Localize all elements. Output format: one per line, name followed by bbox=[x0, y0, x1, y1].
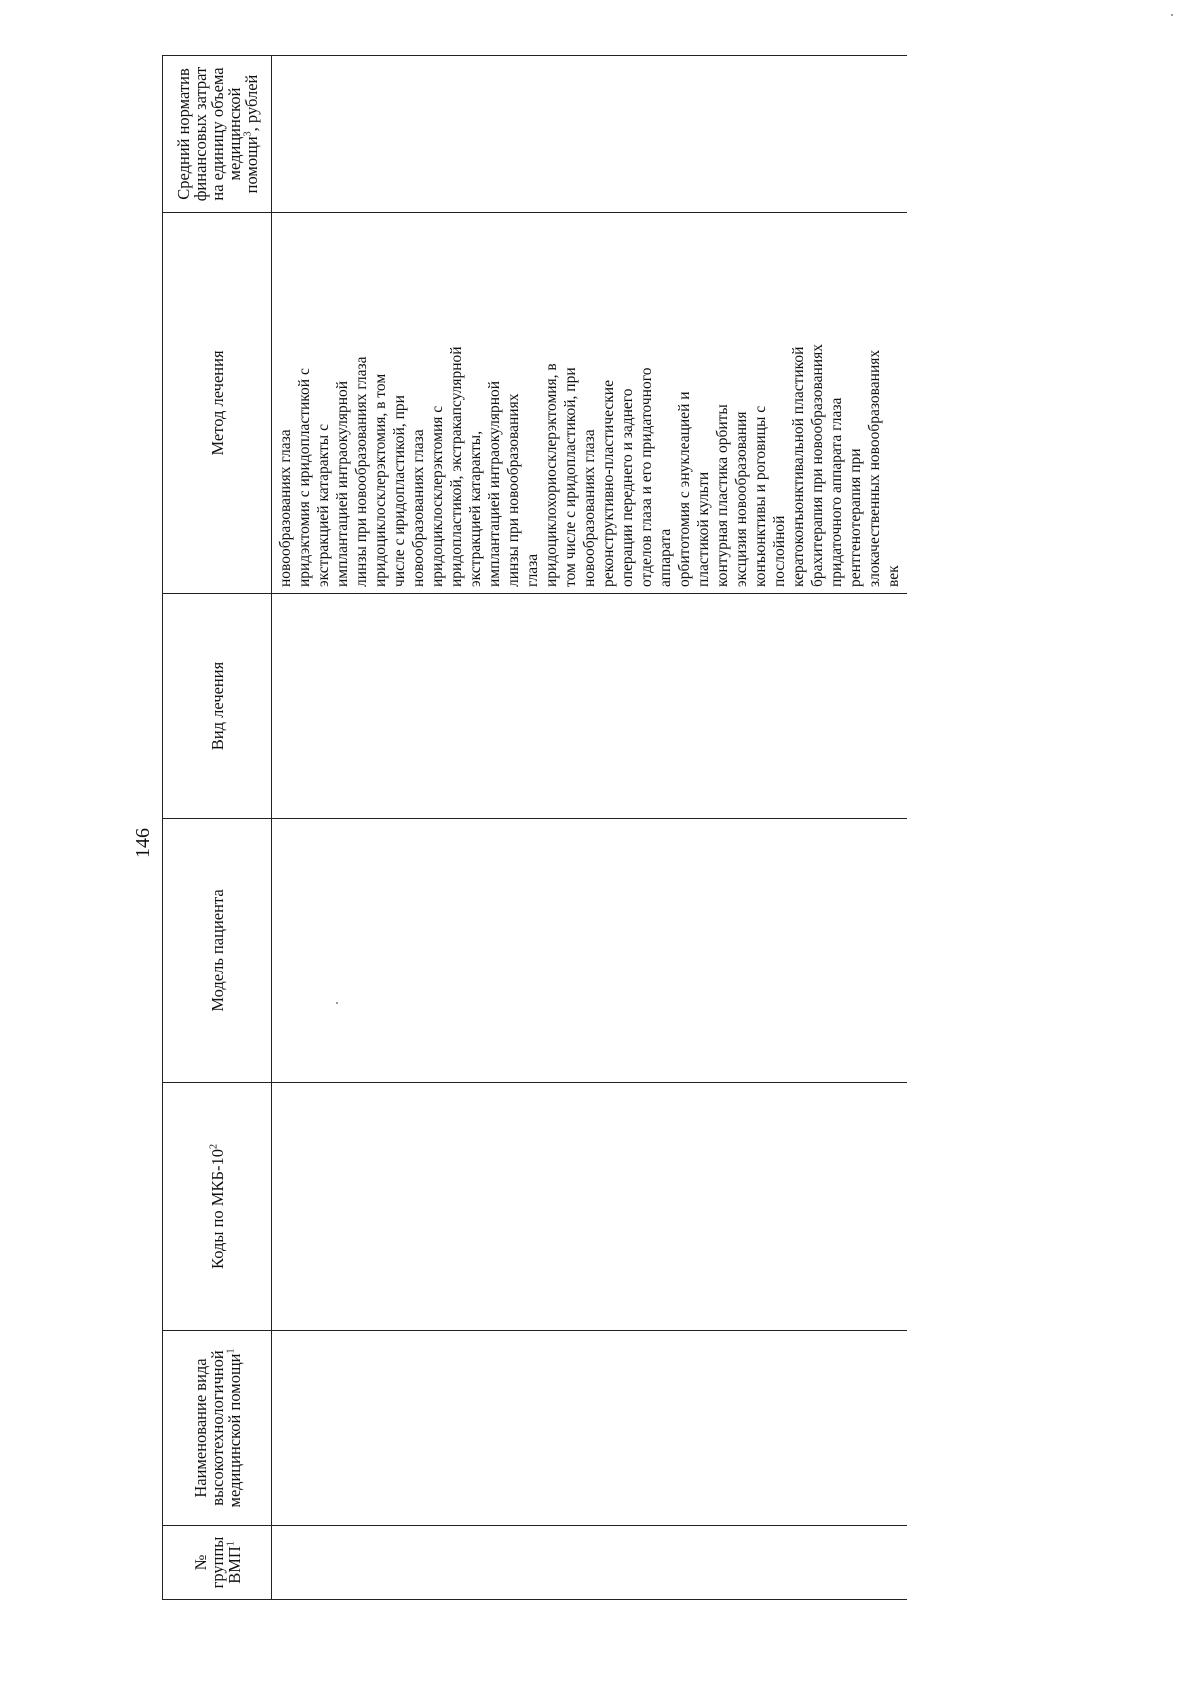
method-line: имплантацией интраокулярной bbox=[334, 380, 351, 587]
method-line: линзы при новообразованиях bbox=[505, 393, 522, 587]
method-line: брахитерапия при новообразованиях bbox=[809, 344, 826, 587]
method-line: иридоциклохориосклерэктомия, в bbox=[543, 363, 560, 587]
scan-artifact-dot bbox=[1171, 14, 1173, 16]
method-line: экстракцией катаракты, bbox=[467, 430, 484, 587]
header-treatment-type: Вид лечения bbox=[163, 594, 272, 819]
method-line: числе с иридопластикой, при bbox=[391, 395, 408, 587]
method-line: послойной bbox=[771, 515, 788, 587]
method-line: экстракцией катаракты с bbox=[315, 424, 332, 587]
method-line: конъюнктивы и роговицы с bbox=[752, 405, 769, 587]
method-line: новообразованиях глаза bbox=[410, 429, 427, 587]
method-line: имплантацией интраокулярной bbox=[486, 380, 503, 587]
method-line: аппарата bbox=[657, 528, 674, 587]
cell-group-number bbox=[272, 1526, 908, 1600]
cell-patient-model bbox=[272, 819, 908, 1083]
method-line: придаточного аппарата глаза bbox=[828, 397, 845, 587]
cell-cost-norm bbox=[272, 56, 908, 213]
method-line: контурная пластика орбиты bbox=[714, 404, 731, 587]
method-line: век bbox=[885, 565, 902, 587]
scan-artifact-dot bbox=[336, 1002, 338, 1004]
header-treatment-method: Метод лечения bbox=[163, 213, 272, 594]
method-line: новообразованиях глаза bbox=[277, 429, 294, 587]
method-line: реконструктивно-пластические bbox=[600, 380, 617, 587]
method-line: отделов глаза и его придаточного bbox=[638, 367, 655, 587]
method-line: глаза bbox=[524, 553, 541, 587]
method-line: иридэктомия с иридопластикой с bbox=[296, 368, 313, 587]
method-line: пластикой культи bbox=[695, 471, 712, 587]
method-line: рентгенотерапия при bbox=[847, 448, 864, 587]
method-line: иридоциклосклерэктомия с bbox=[429, 405, 446, 587]
method-line: иридоциклосклерэктомия, в том bbox=[372, 373, 389, 587]
method-line: том числе с иридопластикой, при bbox=[562, 367, 579, 587]
method-line: злокачественных новообразованиях bbox=[866, 349, 883, 587]
header-patient-model: Модель пациента bbox=[163, 819, 272, 1083]
table-header-row bbox=[163, 56, 272, 1600]
method-line: иридопластикой, экстракапсулярной bbox=[448, 346, 465, 587]
header-cost-norm: Средний норматив финансовых затрат на единицу объема медицинской помощи$^3$, рублей bbox=[163, 56, 272, 213]
cell-vmp-name bbox=[272, 1331, 908, 1526]
header-vmp-name: Наименование вида высокотехнологичной медицинской помощи$^1$ bbox=[163, 1331, 272, 1526]
table-row bbox=[272, 56, 908, 1600]
method-line: операции переднего и заднего bbox=[619, 388, 636, 587]
header-icd-codes: Коды по МКБ-$10^2$ bbox=[163, 1083, 272, 1331]
header-group-number: № группы ВМП$^1$ bbox=[163, 1526, 272, 1600]
method-line: орбитотомия с энуклеацией и bbox=[676, 391, 693, 587]
method-line: новообразованиях глаза bbox=[581, 429, 598, 587]
cell-icd-codes bbox=[272, 1083, 908, 1331]
vmp-table bbox=[162, 55, 907, 1600]
method-line: эксцизия новообразования bbox=[733, 411, 750, 587]
page-number: 146 bbox=[132, 828, 154, 858]
method-line: кератоконъюнктивальной пластикой bbox=[790, 346, 807, 587]
cell-treatment-type bbox=[272, 594, 908, 819]
cell-treatment-method bbox=[272, 213, 908, 594]
treatment-method-list bbox=[276, 219, 903, 587]
method-line: линзы при новообразованиях глаза bbox=[353, 356, 370, 587]
